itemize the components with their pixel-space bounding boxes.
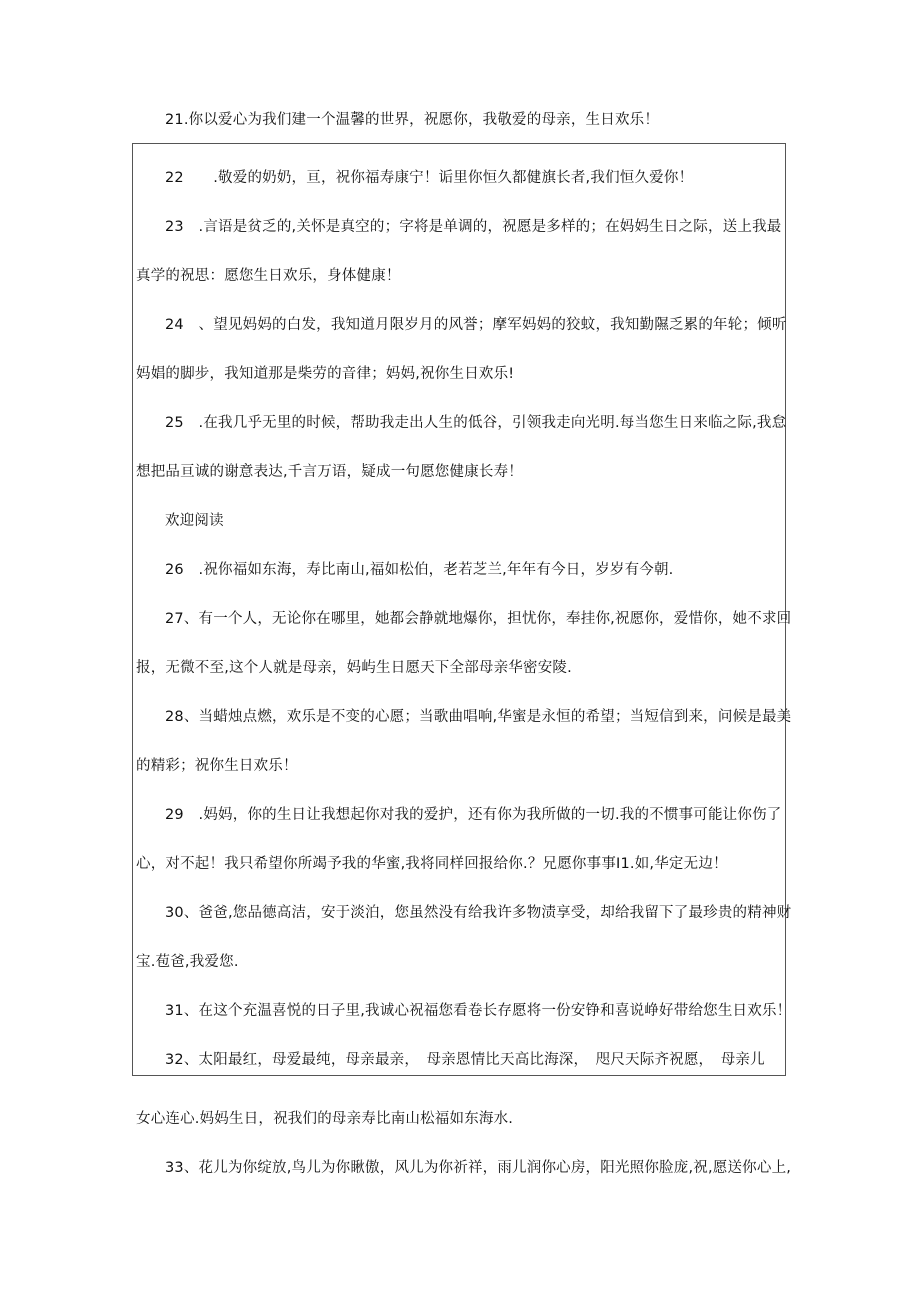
paragraph-line: 25 .在我几乎无里的时候，帮助我走出人生的低谷，引领我走向光明.每当您生日来临之际,我怠: [165, 415, 787, 431]
paragraph-line: 26 .祝你福如东海，寿比南山,福如松伯，老若芝兰,年年有今日，岁岁有今朝.: [165, 562, 674, 578]
paragraph-line: 24 、望见妈妈的白发，我知道月限岁月的风誉；摩军妈妈的狡蚊，我知勤隰乏累的年轮；倾听: [165, 317, 787, 333]
paragraph-line: 31、在这个充温喜悦的日子里,我诚心祝福您看卷长存愿将一份安铮和喜说峥好带给您生日欢乐！: [165, 1003, 792, 1019]
paragraph-line: 27、有一个人，无论你在哪里，她都会静就地爆你，担忧你，奉挂你,祝愿你，爱惜你，她不求回: [165, 611, 792, 627]
paragraph-line: 想把品亘诚的谢意表达,千言万语，疑成一句愿您健康长寿！: [136, 464, 524, 480]
paragraph-line: 33、花儿为你绽放,鸟儿为你瞅傲，风儿为你祈祥，雨儿润你心房，阳光照你脸庞,祝,愿送你心上,: [165, 1160, 792, 1176]
paragraph-line: 32、太阳最红，母爱最纯，母亲最亲， 母亲恩情比天高比海深， 咫尺天际齐祝愿， 母亲儿: [165, 1052, 765, 1068]
paragraph-line: 的精彩；祝你生日欢乐！: [136, 758, 298, 774]
paragraph-line: 30、爸爸,您品德高洁，安于淡泊，您虽然没有给我许多物渍享受，却给我留下了最珍贵的精神财: [165, 905, 792, 921]
paragraph-line: 报，无微不至,这个人就是母亲，妈屿生日愿天下全部母亲华密安陵.: [136, 660, 572, 676]
paragraph-line: 29 .妈妈，你的生日让我想起你对我的爱护，还有你为我所做的一切.我的不惯事可能让你伤了: [165, 807, 782, 823]
section-heading: 欢迎阅读: [165, 513, 224, 529]
paragraph-line: 28、当蜡烛点燃，欢乐是不变的心愿；当歌曲唱响,华蜜是永恒的希望；当短信到来，问候是最美: [165, 709, 792, 725]
paragraph-line: 22 .敬爱的奶奶，亘，祝你福寿康宁！诟里你恒久都健旗长者,我们恒久爱你！: [165, 170, 694, 186]
paragraph-line: 真学的祝思：愿您生日欢乐，身体健康！: [136, 268, 401, 284]
paragraph-line: 心，对不起！我只希望你所竭予我的华蜜,我将同样回报给你.？兄愿你事事I1.如,华定无边！: [136, 856, 728, 872]
paragraph-line: 21.你以爱心为我们建一个温馨的世界，祝愿你，我敬爱的母亲，生日欢乐！: [165, 112, 660, 128]
paragraph-line: 宝.苞爸,我爱您.: [136, 954, 239, 970]
paragraph-line: 23 .言语是贫乏的,关怀是真空的；字将是单调的，祝愿是多样的；在妈妈生日之际，送上我最: [165, 219, 782, 235]
paragraph-line: 女心连心.妈妈生日，祝我们的母亲寿比南山松福如东海水.: [136, 1111, 514, 1127]
paragraph-line: 妈娼的脚步，我知道那是柴劳的音律；妈妈,祝你生日欢乐!: [136, 366, 515, 382]
